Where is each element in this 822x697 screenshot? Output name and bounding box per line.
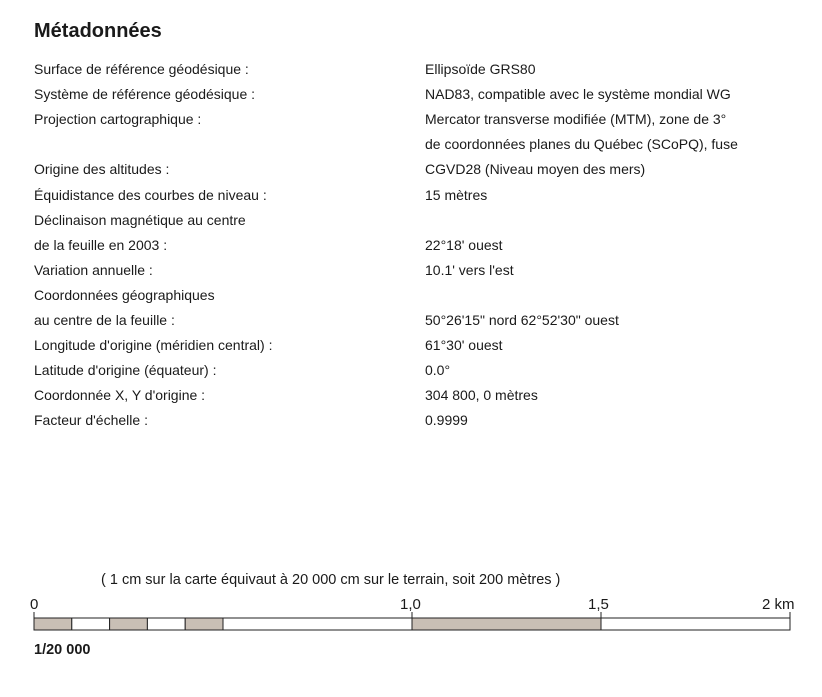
metadata-label: au centre de la feuille : <box>34 312 175 328</box>
metadata-row <box>0 383 822 407</box>
metadata-row <box>0 132 822 156</box>
scale-tick-label: 0 <box>30 596 39 613</box>
metadata-value: 0.9999 <box>425 412 468 428</box>
metadata-row <box>0 283 822 307</box>
scale-ratio: 1/20 000 <box>34 642 91 658</box>
metadata-row <box>0 57 822 81</box>
metadata-row <box>0 258 822 282</box>
metadata-row <box>0 358 822 382</box>
metadata-value: 304 800, 0 mètres <box>425 387 538 403</box>
scale-segment-blank <box>223 618 412 630</box>
metadata-label: de la feuille en 2003 : <box>34 237 168 253</box>
scale-bar <box>0 612 822 636</box>
metadata-row <box>0 333 822 357</box>
scale-caption: ( 1 cm sur la carte équivaut à 20 000 cm sur le terrain, soit 200 mètres ) <box>101 572 561 588</box>
metadata-value: 10.1' vers l'est <box>425 262 514 278</box>
metadata-row <box>0 308 822 332</box>
scale-tick-label: 2 km <box>762 596 795 613</box>
metadata-row <box>0 183 822 207</box>
metadata-row <box>0 107 822 131</box>
metadata-value: 22°18' ouest <box>425 237 503 253</box>
scale-segment-shaded <box>185 618 223 630</box>
metadata-value: CGVD28 (Niveau moyen des mers) <box>425 161 646 177</box>
metadata-value: de coordonnées planes du Québec (SCoPQ), fuse <box>425 136 738 152</box>
metadata-label: Surface de référence géodésique : <box>34 61 249 77</box>
scale-segment-blank <box>147 618 185 630</box>
scale-segment-shaded <box>34 618 72 630</box>
metadata-value: 61°30' ouest <box>425 337 503 353</box>
metadata-label: Déclinaison magnétique au centre <box>34 212 246 228</box>
metadata-label: Latitude d'origine (équateur) : <box>34 362 217 378</box>
scale-segment-shaded <box>412 618 601 630</box>
metadata-value: Ellipsoïde GRS80 <box>425 61 536 77</box>
metadata-row <box>0 408 822 432</box>
metadata-row <box>0 82 822 106</box>
scale-tick-label: 1,0 <box>400 596 421 613</box>
metadata-title: Métadonnées <box>34 20 162 42</box>
metadata-label: Coordonnée X, Y d'origine : <box>34 387 206 403</box>
metadata-value: 0.0° <box>425 362 451 378</box>
metadata-row <box>0 208 822 232</box>
metadata-value: Mercator transverse modifiée (MTM), zone de 3° <box>425 111 727 127</box>
metadata-label: Facteur d'échelle : <box>34 412 148 428</box>
metadata-label: Coordonnées géographiques <box>34 287 215 303</box>
metadata-label: Système de référence géodésique : <box>34 86 256 102</box>
metadata-value: 15 mètres <box>425 187 488 203</box>
metadata-row <box>0 157 822 181</box>
scale-segment-blank <box>72 618 110 630</box>
scale-segment-blank <box>601 618 790 630</box>
metadata-label: Équidistance des courbes de niveau : <box>34 187 267 203</box>
metadata-label: Variation annuelle : <box>34 262 153 278</box>
scale-tick-label: 1,5 <box>588 596 609 613</box>
metadata-label: Origine des altitudes : <box>34 161 170 177</box>
metadata-row <box>0 233 822 257</box>
scale-segment-shaded <box>110 618 148 630</box>
metadata-value: NAD83, compatible avec le système mondial WG <box>425 86 731 102</box>
metadata-label: Projection cartographique : <box>34 111 202 127</box>
metadata-value: 50°26'15" nord 62°52'30" ouest <box>425 312 619 328</box>
metadata-label: Longitude d'origine (méridien central) : <box>34 337 273 353</box>
